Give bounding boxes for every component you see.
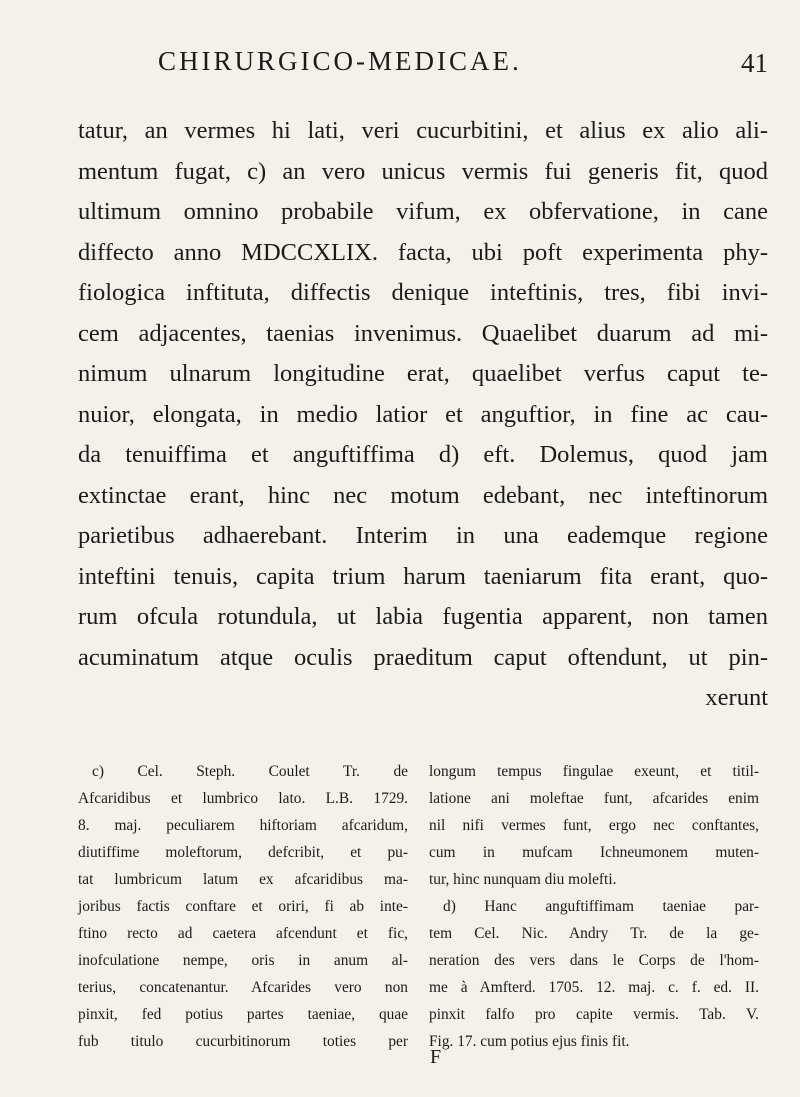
page-number: 41	[741, 48, 768, 78]
footnote-line: nil nifi vermes funt, ergo nec conftantes,	[429, 817, 759, 834]
footnote-line: tem Cel. Nic. Andry Tr. de la ge-	[429, 925, 759, 942]
footnote-line: joribus factis conftare et oriri, fi ab inte-	[78, 898, 408, 915]
main-text-line: inteftini tenuis, capita trium harum taeniarum fita erant, quo-	[78, 562, 768, 590]
main-text-line: parietibus adhaerebant. Interim in una eademque regione	[78, 522, 768, 549]
main-text-line: mentum fugat, c) an vero unicus vermis fui generis fit, quod	[78, 157, 768, 185]
main-text-line: nimum ulnarum longitudine erat, quaelibet verfus caput te-	[78, 360, 768, 387]
catchword: xerunt	[705, 684, 768, 711]
footnotes-section	[78, 758, 768, 1058]
footnote-line: tat lumbricum latum ex afcaridibus ma-	[78, 871, 408, 888]
footnote-line: terius, concatenantur. Afcarides vero non	[78, 979, 408, 996]
main-text-line: tatur, an vermes hi lati, veri cucurbitini, et alius ex alio ali-	[78, 117, 768, 144]
main-text-line: rum ofcula rotundula, ut labia fugentia apparent, non tamen	[78, 603, 768, 630]
footnote-line: Fig. 17. cum potius ejus finis fit.	[429, 1033, 630, 1050]
signature-mark: F	[430, 1046, 442, 1068]
footnote-column-right	[429, 758, 759, 1055]
footnote-line: cum in mufcam Ichneumonem muten-	[429, 844, 759, 861]
footnote-line: latione ani moleftae funt, afcarides enim	[429, 790, 759, 807]
main-text-line: diffecto anno MDCCXLIX. facta, ubi poft experimenta phy-	[78, 238, 768, 266]
footnote-line: fub titulo cucurbitinorum toties per	[78, 1033, 408, 1050]
footnote-line: d) Hanc anguftiffimam taeniae par-	[443, 898, 759, 915]
footnote-column-left	[78, 758, 408, 1055]
running-head: CHIRURGICO-MEDICAE.	[158, 46, 522, 76]
footnote-line: inofculatione nempe, oris in anum al-	[78, 952, 408, 969]
footnote-line: neration des vers dans le Corps de l'hom-	[429, 952, 759, 969]
footnote-line: ftino recto ad caetera afcendunt et fic,	[78, 925, 408, 942]
page-header	[78, 38, 768, 88]
footnote-line: 8. maj. peculiarem hiftoriam afcaridum,	[78, 817, 408, 834]
main-text-line: fiologica inftituta, diffectis denique inteftinis, tres, fibi invi-	[78, 279, 768, 306]
footnote-line: longum tempus fingulae exeunt, et titil-	[429, 763, 759, 780]
footnote-line: tur, hinc nunquam diu molefti.	[429, 871, 617, 888]
footnote-line: pinxit falfo pro capite vermis. Tab. V.	[429, 1006, 759, 1023]
footnote-line: diutiffime moleftorum, defcribit, et pu-	[78, 844, 408, 861]
footnote-line: Afcaridibus et lumbrico lato. L.B. 1729.	[78, 790, 408, 807]
footnote-line: me à Amfterd. 1705. 12. maj. c. f. ed. II.	[429, 979, 759, 996]
main-text-line: acuminatum atque oculis praeditum caput oftendunt, ut pin-	[78, 643, 768, 671]
footnote-line: c) Cel. Steph. Coulet Tr. de	[92, 763, 408, 780]
main-text-line: cem adjacentes, taenias invenimus. Quaelibet duarum ad mi-	[78, 319, 768, 347]
main-text-line: extinctae erant, hinc nec motum edebant, nec inteftinorum	[78, 481, 768, 509]
main-text-block	[78, 111, 768, 719]
footnote-line: pinxit, fed potius partes taeniae, quae	[78, 1006, 408, 1023]
main-text-line: ultimum omnino probabile vifum, ex obfervatione, in cane	[78, 198, 768, 225]
main-text-line: da tenuiffima et anguftiffima d) eft. Dolemus, quod jam	[78, 441, 768, 468]
main-text-line: nuior, elongata, in medio latior et anguftior, in fine ac cau-	[78, 400, 768, 428]
